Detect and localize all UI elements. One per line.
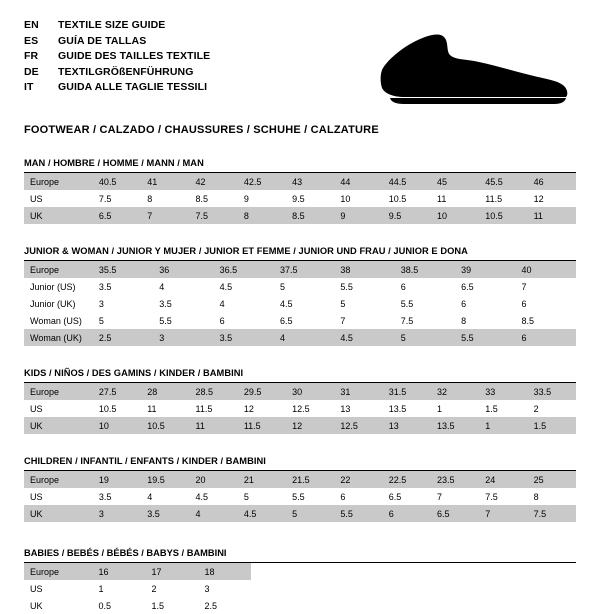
table-row: [24, 471, 576, 488]
table-row: [24, 580, 251, 597]
table-cell: 11: [141, 400, 189, 417]
table-cell: 3: [93, 505, 141, 522]
table-cell: 3.5: [93, 488, 141, 505]
language-row: [24, 18, 210, 34]
language-list: [24, 18, 210, 96]
table-cell: 36.5: [214, 261, 274, 278]
table-cell: 7.5: [528, 505, 576, 522]
table-cell: 24: [479, 471, 527, 488]
table-cell: 4.5: [334, 329, 394, 346]
row-label: Europe: [24, 383, 93, 400]
table-cell: 13: [383, 417, 431, 434]
table-cell: 16: [93, 563, 146, 580]
table-cell: 5: [395, 329, 455, 346]
table-cell: 33: [479, 383, 527, 400]
table-cell: 4: [153, 278, 213, 295]
table-row: [24, 173, 576, 190]
language-code: IT: [24, 81, 34, 94]
table-cell: 6: [455, 295, 515, 312]
language-title: GUIDA ALLE TAGLIE TESSILI: [58, 81, 208, 94]
table-row: [24, 383, 576, 400]
table-cell: 29.5: [238, 383, 286, 400]
table-cell: 5.5: [153, 312, 213, 329]
table-cell: 3.5: [153, 295, 213, 312]
table-cell: 4.5: [190, 488, 238, 505]
table-cell: 8.5: [286, 207, 334, 224]
table-cell: 19.5: [141, 471, 189, 488]
table-cell: 42.5: [238, 173, 286, 190]
size-table-man: [24, 173, 576, 224]
table-cell: 13.5: [383, 400, 431, 417]
table-cell: 6: [334, 488, 382, 505]
table-cell: 13: [334, 400, 382, 417]
group-title: CHILDREN / INFANTIL / ENFANTS / KINDER / BAMBINI: [24, 456, 576, 471]
row-label: US: [24, 488, 93, 505]
table-cell: 6.5: [274, 312, 334, 329]
table-cell: 10.5: [383, 190, 431, 207]
table-cell: 10: [431, 207, 479, 224]
size-group-man: [24, 158, 576, 224]
table-cell: 4: [214, 295, 274, 312]
language-row: [24, 65, 210, 81]
table-cell: 12.5: [334, 417, 382, 434]
table-row: [24, 505, 576, 522]
table-cell: 11: [431, 190, 479, 207]
table-cell: 7: [431, 488, 479, 505]
table-cell: 39: [455, 261, 515, 278]
table-cell: 3.5: [141, 505, 189, 522]
table-row: [24, 488, 576, 505]
table-cell: 10.5: [141, 417, 189, 434]
row-label: Junior (US): [24, 278, 93, 295]
table-cell: 37.5: [274, 261, 334, 278]
table-cell: 5: [93, 312, 153, 329]
table-cell: 3: [93, 295, 153, 312]
table-cell: 2: [528, 400, 576, 417]
row-label: Europe: [24, 261, 93, 278]
language-code: EN: [24, 19, 39, 31]
table-cell: 28: [141, 383, 189, 400]
table-row: [24, 417, 576, 434]
table-cell: 44: [334, 173, 382, 190]
table-cell: 4: [274, 329, 334, 346]
table-cell: 5: [274, 278, 334, 295]
table-cell: 46: [528, 173, 576, 190]
table-cell: 20: [190, 471, 238, 488]
table-cell: 6: [383, 505, 431, 522]
table-cell: 1: [93, 580, 146, 597]
table-cell: 36: [153, 261, 213, 278]
table-cell: 5.5: [455, 329, 515, 346]
table-row: [24, 261, 576, 278]
table-cell: 7.5: [190, 207, 238, 224]
table-cell: 21.5: [286, 471, 334, 488]
table-cell: 6.5: [431, 505, 479, 522]
table-cell: 1.5: [528, 417, 576, 434]
table-cell: 4: [190, 505, 238, 522]
table-cell: 1: [479, 417, 527, 434]
table-cell: 6.5: [383, 488, 431, 505]
language-code: ES: [24, 34, 39, 47]
group-title: JUNIOR & WOMAN / JUNIOR Y MUJER / JUNIOR ET FEMME / JUNIOR UND FRAU / JUNIOR E DONA: [24, 246, 576, 261]
table-cell: 18: [198, 563, 251, 580]
table-cell: 11: [190, 417, 238, 434]
table-row: [24, 190, 576, 207]
table-cell: 8: [528, 488, 576, 505]
table-cell: 17: [145, 563, 198, 580]
table-row: [24, 329, 576, 346]
table-cell: 6: [516, 329, 576, 346]
group-title: MAN / HOMBRE / HOMME / MANN / MAN: [24, 158, 576, 173]
table-cell: 4: [141, 488, 189, 505]
table-cell: 31.5: [383, 383, 431, 400]
table-cell: 22.5: [383, 471, 431, 488]
language-row: [24, 80, 210, 96]
group-title: BABIES / BEBÉS / BÉBÉS / BABYS / BAMBINI: [24, 548, 576, 563]
table-cell: 40.5: [93, 173, 141, 190]
table-cell: 11.5: [238, 417, 286, 434]
table-cell: 2.5: [198, 597, 251, 614]
language-code: DE: [24, 65, 39, 78]
size-table-babies: [24, 563, 251, 614]
language-row: [24, 49, 210, 65]
dress-shoe-illustration: [380, 24, 570, 110]
table-cell: 3.5: [214, 329, 274, 346]
table-cell: 6: [395, 278, 455, 295]
row-label: US: [24, 580, 93, 597]
table-cell: 7: [334, 312, 394, 329]
size-group-kids: [24, 368, 576, 434]
row-label: UK: [24, 207, 93, 224]
table-cell: 40: [516, 261, 576, 278]
table-cell: 3: [153, 329, 213, 346]
table-cell: 7.5: [93, 190, 141, 207]
table-cell: 30: [286, 383, 334, 400]
table-cell: 22: [334, 471, 382, 488]
page-header: [24, 18, 576, 110]
table-cell: 5: [238, 488, 286, 505]
table-cell: 31: [334, 383, 382, 400]
table-cell: 42: [190, 173, 238, 190]
category-title: FOOTWEAR / CALZADO / CHAUSSURES / SCHUHE / CALZATURE: [24, 124, 379, 136]
row-label: Woman (UK): [24, 329, 93, 346]
row-label: Woman (US): [24, 312, 93, 329]
size-group-junior-woman: [24, 246, 576, 346]
table-cell: 12.5: [286, 400, 334, 417]
row-label: Junior (UK): [24, 295, 93, 312]
table-cell: 10.5: [479, 207, 527, 224]
table-cell: 8: [455, 312, 515, 329]
row-label: US: [24, 190, 93, 207]
table-cell: 35.5: [93, 261, 153, 278]
table-cell: 12: [286, 417, 334, 434]
size-group-children: [24, 456, 576, 522]
language-title: TEXTILE SIZE GUIDE: [58, 19, 166, 31]
language-row: [24, 34, 210, 50]
table-cell: 9: [238, 190, 286, 207]
table-cell: 10: [93, 417, 141, 434]
table-row: [24, 295, 576, 312]
table-cell: 6.5: [455, 278, 515, 295]
table-cell: 23.5: [431, 471, 479, 488]
language-title: GUIDE DES TAILLES TEXTILE: [58, 50, 211, 63]
group-title: KIDS / NIÑOS / DES GAMINS / KINDER / BAMBINI: [24, 368, 576, 383]
table-cell: 8.5: [190, 190, 238, 207]
table-cell: 1.5: [145, 597, 198, 614]
language-code: FR: [24, 50, 39, 63]
table-cell: 7.5: [479, 488, 527, 505]
table-cell: 38: [334, 261, 394, 278]
table-cell: 6: [214, 312, 274, 329]
table-cell: 27.5: [93, 383, 141, 400]
row-label: UK: [24, 597, 93, 614]
table-cell: 4.5: [274, 295, 334, 312]
size-table-junior-woman: [24, 261, 576, 346]
table-cell: 45.5: [479, 173, 527, 190]
table-cell: 1: [431, 400, 479, 417]
table-row: [24, 312, 576, 329]
table-row: [24, 563, 251, 580]
table-cell: 0.5: [93, 597, 146, 614]
table-cell: 21: [238, 471, 286, 488]
table-row: [24, 278, 576, 295]
table-cell: 5.5: [286, 488, 334, 505]
table-cell: 7: [516, 278, 576, 295]
table-cell: 41: [141, 173, 189, 190]
row-label: UK: [24, 417, 93, 434]
table-cell: 13.5: [431, 417, 479, 434]
row-label: UK: [24, 505, 93, 522]
language-title: GUÍA DE TALLAS: [58, 34, 147, 47]
table-cell: 7: [479, 505, 527, 522]
table-cell: 6.5: [93, 207, 141, 224]
language-title: TEXTILGRÖßENFÜHRUNG: [58, 65, 194, 78]
table-cell: 43: [286, 173, 334, 190]
row-label: Europe: [24, 173, 93, 190]
table-cell: 33.5: [528, 383, 576, 400]
table-row: [24, 400, 576, 417]
row-label: US: [24, 400, 93, 417]
table-cell: 19: [93, 471, 141, 488]
table-cell: 12: [528, 190, 576, 207]
table-cell: 2.5: [93, 329, 153, 346]
table-cell: 25: [528, 471, 576, 488]
table-cell: 10: [334, 190, 382, 207]
size-table-kids: [24, 383, 576, 434]
table-cell: 3: [198, 580, 251, 597]
size-table-children: [24, 471, 576, 522]
table-cell: 4.5: [238, 505, 286, 522]
table-row: [24, 207, 576, 224]
table-cell: 32: [431, 383, 479, 400]
table-cell: 11.5: [479, 190, 527, 207]
table-cell: 6: [516, 295, 576, 312]
row-label: Europe: [24, 563, 93, 580]
table-cell: 8.5: [516, 312, 576, 329]
table-cell: 1.5: [479, 400, 527, 417]
table-cell: 5.5: [395, 295, 455, 312]
table-cell: 10.5: [93, 400, 141, 417]
table-cell: 11.5: [190, 400, 238, 417]
table-cell: 45: [431, 173, 479, 190]
table-cell: 38.5: [395, 261, 455, 278]
table-cell: 9.5: [286, 190, 334, 207]
row-label: Europe: [24, 471, 93, 488]
table-cell: 5: [286, 505, 334, 522]
table-cell: 5.5: [334, 278, 394, 295]
table-cell: 8: [141, 190, 189, 207]
table-cell: 8: [238, 207, 286, 224]
table-cell: 4.5: [214, 278, 274, 295]
table-cell: 5: [334, 295, 394, 312]
table-cell: 44.5: [383, 173, 431, 190]
table-cell: 9.5: [383, 207, 431, 224]
table-cell: 5.5: [334, 505, 382, 522]
size-group-babies: [24, 548, 576, 614]
table-cell: 12: [238, 400, 286, 417]
table-cell: 3.5: [93, 278, 153, 295]
table-cell: 7.5: [395, 312, 455, 329]
table-cell: 11: [528, 207, 576, 224]
table-cell: 28.5: [190, 383, 238, 400]
table-cell: 9: [334, 207, 382, 224]
table-cell: 2: [145, 580, 198, 597]
table-cell: 7: [141, 207, 189, 224]
